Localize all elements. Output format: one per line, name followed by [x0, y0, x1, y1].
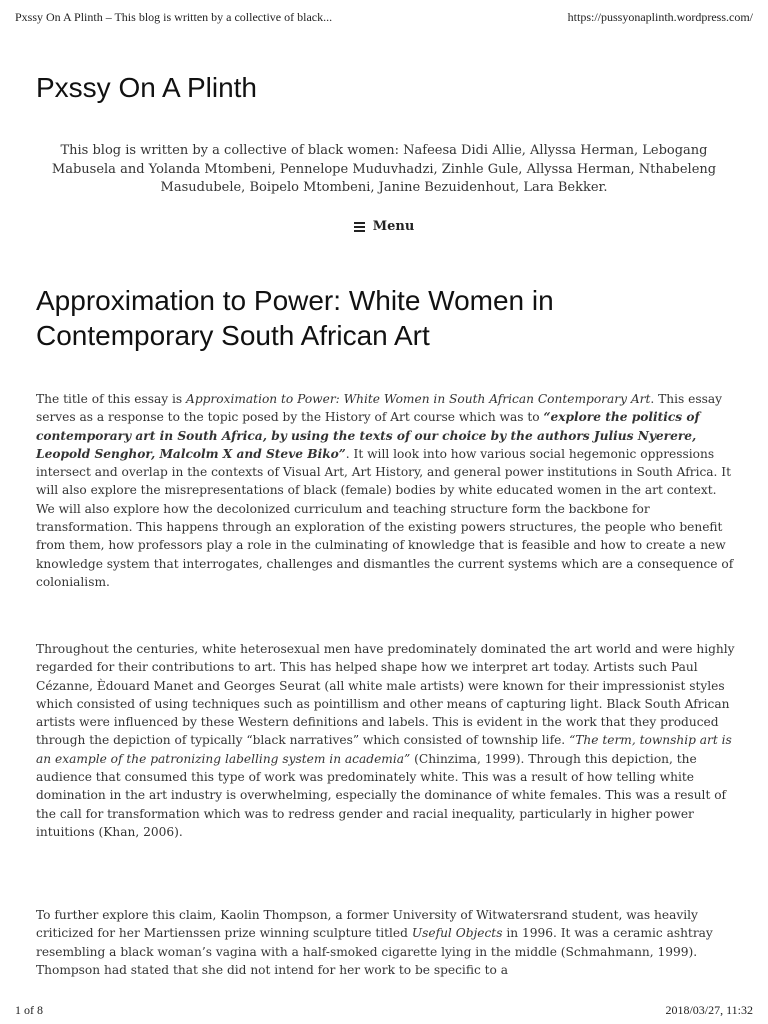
hamburger-icon — [354, 220, 365, 234]
p2-text-a: Throughout the centuries, white heterosexual men have predominately dominated the art world and were highly regarded for their contributions to art. This has helped shape how we interpret art today. Artists such Paul Cézanne, Èdouard Manet and Georges Seurat (all white male artists) were known for their impressionist styles which consisted of using techniques such as pointillism and other means of capturing light. Black South African artists were influenced by these Western definitions and labels. This is evident in the work that they produced through the depiction of typically “black narratives” which consisted of township life. — [36, 642, 735, 748]
print-footer — [15, 1003, 753, 1018]
p2-quote: “The term, township art is an example of the patronizing labelling system in academia” — [36, 733, 732, 766]
p2-text-b: (Chinzima, 1999). Through this depiction, the audience that consumed this type of work was predominately white. This was a result of how telling white domination in the art industry is overwhelming, especially the dominance of white females. This was a result of the call for transformation which was to redress gender and racial inequality, particularly in higher power intuitions (Khan, 2006). — [36, 751, 727, 839]
p1-text-b: . This essay serves as a response to the topic posed by the History of Art course which was to — [36, 392, 722, 425]
menu-button[interactable] — [0, 219, 768, 234]
site-title[interactable]: Pxssy On A Plinth — [36, 72, 257, 103]
p1-text-c: . It will look into how various social hegemonic oppressions intersect and overlap in the contexts of Visual Art, Art History, and general power institutions in South Africa. It will also explore the misrepresentations of black (female) bodies by white educated women in the art context. We will also explore how the decolonized curriculum and teaching structure form the backbone for transformation. This happens through an exploration of the existing powers structures, the people who benefit from them, how professors play a role in the culminating of knowledge that is feasible and how to create a new knowledge system that interrogates, challenges and dismantles the current systems which are a consequence of colonialism. — [36, 446, 734, 589]
post-title: Approximation to Power: White Women in Contemporary South African Art — [36, 285, 554, 351]
p1-essay-title: Approximation to Power: White Women in South African Contemporary Art — [186, 392, 651, 406]
p3-artwork-title: Useful Objects — [411, 926, 503, 941]
print-datetime: 2018/03/27, 11:32 — [665, 1003, 753, 1017]
menu-label: Menu — [372, 219, 415, 234]
paragraph-1 — [36, 390, 736, 591]
print-page-title: Pxssy On A Plinth – This blog is written by a collective of black... — [15, 10, 333, 24]
site-description: This blog is written by a collective of black women: Nafeesa Didi Allie, Allyssa Herman, Lebogang Mabusela and Yolanda Mtombeni, Pennelope Muduvhadzi, Zinhle Gule, Allyssa Herman, Nthabeleng Masudubele, Boipelo Mtombeni, Janine Bezuidenhout, Lara Bekker. — [51, 143, 717, 195]
print-header — [15, 10, 753, 25]
print-page-url[interactable]: https://pussyonaplinth.wordpress.com/ — [567, 10, 753, 24]
p3-text-b: in 1996. It was a ceramic ashtray resembling a black woman’s vagina with a half-smoked cigarette lying in the middle (Schmahmann, 1999). Thompson had stated that she did not intend for her work to be specific to a — [36, 926, 713, 977]
p1-text-a: The title of this essay is — [36, 392, 187, 406]
paragraph-3 — [36, 906, 736, 979]
paragraph-2 — [36, 640, 736, 841]
page-counter: 1 of 8 — [15, 1003, 43, 1017]
p3-text-a: To further explore this claim, Kaolin Thompson, a former University of Witwatersrand student, was heavily criticized for her Martienssen prize winning sculpture titled — [36, 908, 698, 941]
p1-topic-quote: “explore the politics of contemporary art in South Africa, by using the texts of our choice by the authors Julius Nyerere, Leopold Senghor, Malcolm X and Steve Biko” — [36, 410, 700, 461]
